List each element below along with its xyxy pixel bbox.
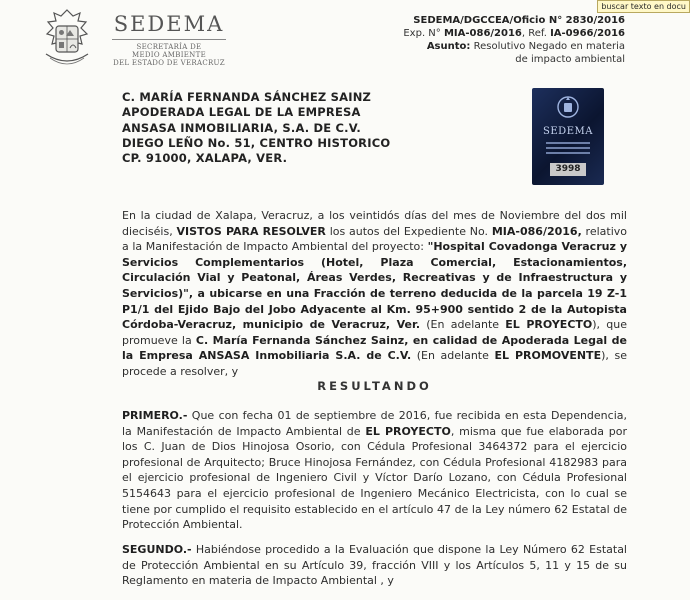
brand-subtitle-line-1: SECRETARÍA DE bbox=[136, 43, 202, 51]
expedient-number: MIA-086/2016 bbox=[443, 28, 522, 39]
stamp-number: 3998 bbox=[550, 163, 586, 176]
receipt-stamp bbox=[532, 88, 604, 185]
coat-of-arms-logo bbox=[40, 8, 94, 70]
brand-name: SEDEMA bbox=[113, 12, 225, 36]
asunto-text-continued: de impacto ambiental bbox=[515, 54, 625, 65]
intro-paragraph: En la ciudad de Xalapa, Veracruz, a los veintidós días del mes de Noviembre del dos mil dieciséis, VISTOS PARA RESOLVER los autos del Expediente No. MIA-086/2016, relativo a la Manifestación de Impacto Ambiental del proyecto: "Hospital Covadonga Veracruz y Servicios Complementarios (Hotel, Plaza Comercial, Estacionamientos, Circulación Vial y Peatonal, Áreas Verdes, Recreativas y de Infraestructura y Servicios)", a ubicarse en una Fracción de terreno deducida de la parcela 19 Z-1 P1/1 del Ejido Bajo del Jobo Adyacente al Km. 95+900 sentido 2 de la Autopista Córdoba-Veracruz, municipio de Veracruz, Ver. (En adelante EL PROYECTO), que promueve la C. María Fernanda Sánchez Sainz, en calidad de Apoderada Legal de la Empresa ANSASA Inmobiliaria S.A. de C.V. (En adelante EL PROMOVENTE), se procede a resolver, y bbox=[122, 209, 628, 378]
office-reference: SEDEMA/DGCCEA/Oficio N° 2830/2016 bbox=[413, 15, 625, 26]
section-heading: RESULTANDO bbox=[317, 379, 432, 393]
primero-paragraph: PRIMERO.- Que con fecha 01 de septiembre de 2016, fue recibida en esta Dependencia, la Manifestación de Impacto Ambiental de EL PROYECTO, misma que fue elaborada por los C. Juan de Dios Hinojosa Osorio, con Cédula Profesional 3464372 para el ejercicio profesional de Arquitecto; Bruce Hinojosa Fernández, con Cédula Profesional 4182983 para el ejercicio profesional de Ingeniero Civil y Víctor Darío Lozano, con Cédula Profesional 5154643 para el ejercicio profesional de Ingeniero Mecánico Electricista, con lo cual se tiene por cumplido el requisito establecido en el artículo 47 de la Ley número 62 Estatal de Protección Ambiental. bbox=[122, 409, 627, 532]
recipient-line-5: CP. 91000, XALAPA, VER. bbox=[122, 151, 288, 166]
brand-subtitle-line-3: DEL ESTADO DE VERACRUZ bbox=[113, 59, 225, 67]
stamp-emblem-icon bbox=[556, 95, 580, 119]
exp-prefix: Exp. N° bbox=[403, 28, 441, 39]
recipient-line-1: C. MARÍA FERNANDA SÁNCHEZ SAINZ bbox=[122, 90, 372, 104]
tooltip: buscar texto en docu bbox=[597, 0, 690, 13]
recipient-line-4: DIEGO LEÑO No. 51, CENTRO HISTORICO bbox=[122, 135, 391, 150]
ref-prefix: , Ref. bbox=[521, 28, 547, 39]
reference-block bbox=[403, 14, 625, 66]
brand-block bbox=[106, 12, 232, 67]
asunto-label: Asunto: bbox=[426, 41, 471, 52]
recipient-line-3: ANSASA INMOBILIARIA, S.A. DE C.V. bbox=[122, 120, 361, 135]
brand-subtitle-line-2: MEDIO AMBIENTE bbox=[132, 51, 206, 59]
stamp-lines bbox=[546, 142, 590, 157]
brand-divider bbox=[112, 39, 226, 40]
reference-number: IA-0966/2016 bbox=[550, 28, 625, 39]
segundo-paragraph: SEGUNDO.- Habiéndose procedido a la Evaluación que dispone la Ley Número 62 Estatal de Protección Ambiental en su Artículo 39, fracción VIII y los Artículos 5, 11 y 15 de su Reglamento en materia de Impacto Ambiental , y bbox=[122, 543, 627, 588]
recipient-line-2: APODERADA LEGAL DE LA EMPRESA bbox=[122, 105, 361, 120]
stamp-title: SEDEMA bbox=[543, 126, 593, 137]
asunto-text: Resolutivo Negado en materia bbox=[473, 41, 625, 52]
recipient-block bbox=[122, 90, 390, 166]
